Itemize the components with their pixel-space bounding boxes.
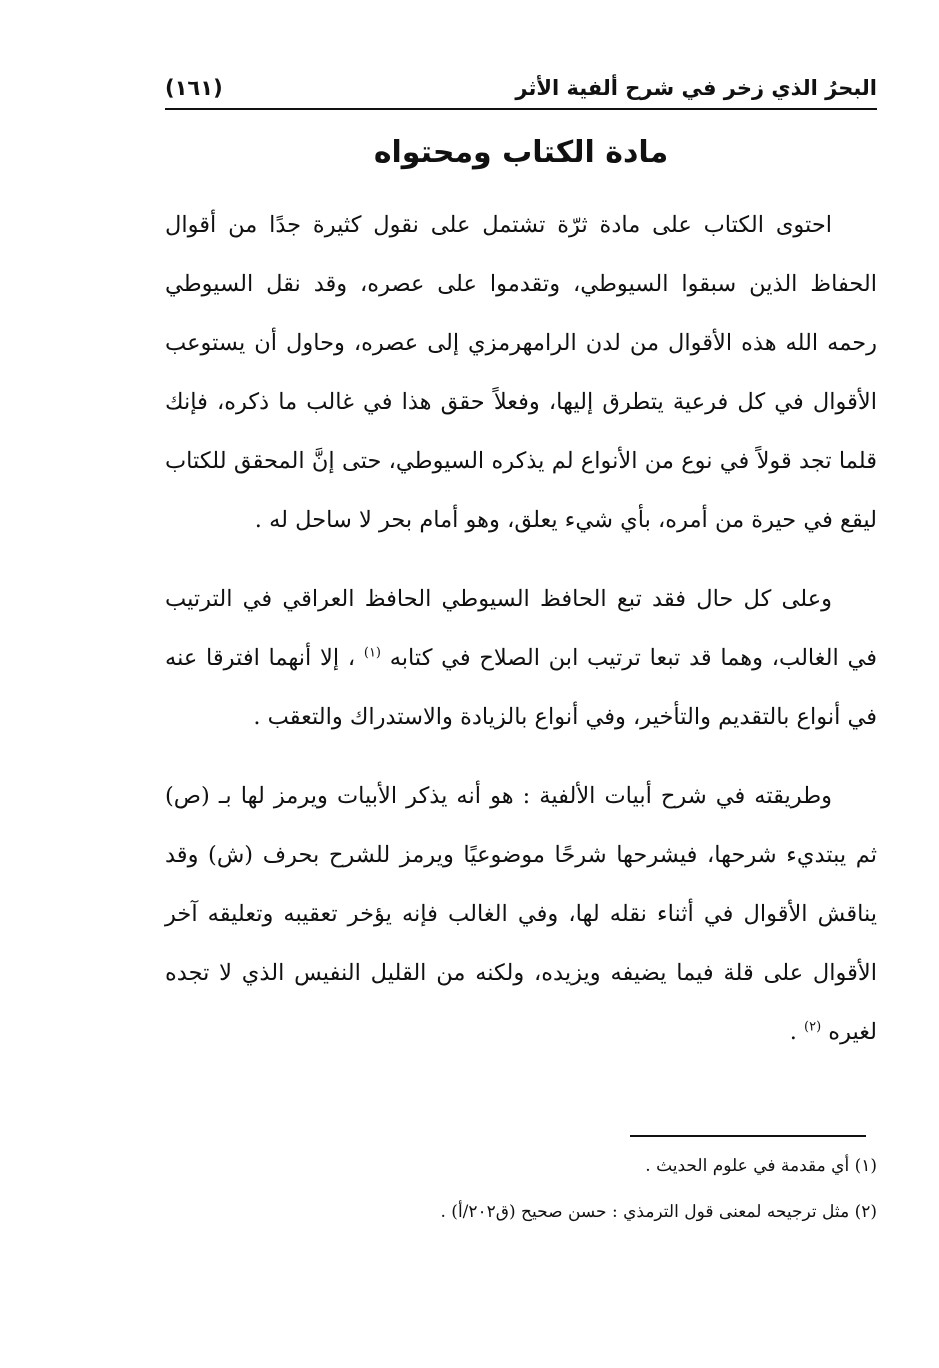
- page-number: (١٦١): [165, 76, 223, 100]
- paragraph-method: [165, 767, 877, 1062]
- paragraph-text-after-ref: .: [789, 1019, 797, 1045]
- paragraph-text: احتوى الكتاب على مادة ثرّة تشتمل على نقول كثيرة جدًا من أقوال الحفاظ الذين سبقوا السيوطي، وتقدموا على عصره، وقد نقل السيوطي رحمه الله هذه الأقوال من لدن الرامهرمزي إلى عصره، وحاول أن يستوعب الأقوال في كل فرعية يتطرق إليها، وفعلاً حقق هذا في غالب ما ذكره، فإنك قلما تجد قولاً في نوع من الأنواع لم يذكره السيوطي، حتى إنَّ المحقق للكتاب ليقع في حيرة من أمره، بأي شيء يعلق، وهو أمام بحر لا ساحل له .: [165, 212, 877, 533]
- body-text: [165, 196, 877, 1062]
- footnote-divider: [630, 1135, 866, 1137]
- section-title: مادة الكتاب ومحتواه: [373, 135, 669, 170]
- paragraph-text-before-ref: وعلى كل حال فقد تبع الحافظ السيوطي الحافظ العراقي في الترتيب في الغالب، وهما قد تبعا ترتيب ابن الصلاح في كتابه: [165, 586, 877, 671]
- paragraph-text-before-ref: وطريقته في شرح أبيات الألفية : هو أنه يذكر الأبيات ويرمز لها بـ (ص) ثم يبتديء شرحها، فيشرحها شرحًا موضوعيًا ويرمز للشرح بحرف (ش) وقد يناقش الأقوال في أثناء نقله لها، وفي الغالب فإنه يؤخر تعقيبه وتعليقه آخر الأقوال على قلة فيما يضيفه ويزيده، ولكنه من القليل النفيس الذي لا تجده لغيره: [165, 783, 877, 1045]
- footnote-ref-1[interactable]: (١): [363, 645, 381, 661]
- paragraph-content-overview: [165, 196, 877, 550]
- footnote-1: (١) أي مقدمة في علوم الحديث .: [645, 1156, 877, 1176]
- footnote-ref-2[interactable]: (٢): [804, 1019, 822, 1035]
- footnote-2: (٢) مثل ترجيحه لمعنى قول الترمذي : حسن صحيح (ق٢٠٢/أ) .: [440, 1202, 877, 1222]
- running-title: البحرُ الذي زخر في شرح ألفية الأثر: [515, 76, 877, 100]
- paragraph-ordering: [165, 570, 877, 747]
- running-header: [165, 68, 877, 110]
- paragraph-text-after-ref: ، إلا أنهما افترقا عنه في أنواع بالتقديم والتأخير، وفي أنواع بالزيادة والاستدراك والتعقب .: [165, 645, 877, 730]
- footnotes: [165, 1146, 877, 1232]
